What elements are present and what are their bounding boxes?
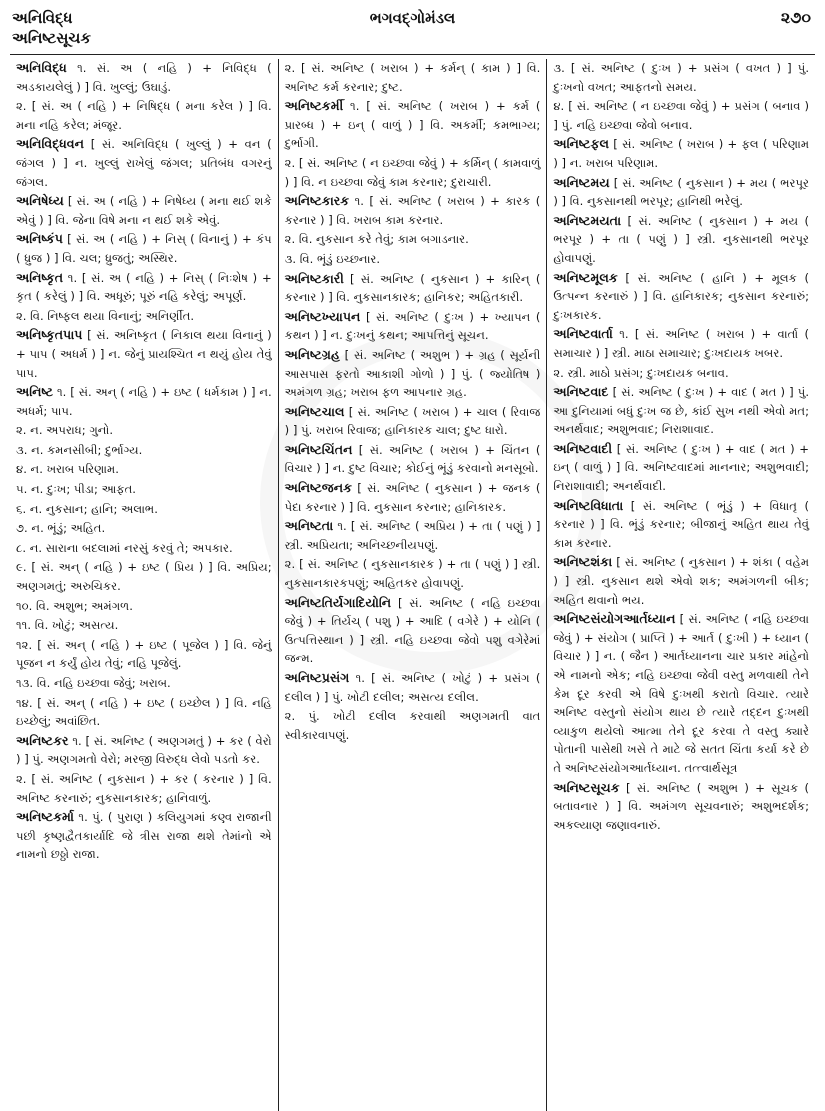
- entry-definition: ૧. [ સં. અનિષ્ટ ( ખરાબ ) + વાર્તા ( સમાચાર ) ] સ્ત્રી. માઠા સમાચાર; દુઃખદાયક ખબર.: [553, 327, 810, 360]
- entry-definition: ૧. [ સં. અન્ ( નહિ ) + ઇષ્ટ ( ધર્મકામ ) ] ન. અધર્મ; પાપ.: [16, 385, 272, 418]
- dictionary-entry: [285, 403, 541, 440]
- entry-headword: અનિષ્ટવિધાતા: [553, 497, 624, 513]
- dictionary-entry: [553, 174, 809, 211]
- entry-definition: ૫. ન. દુઃખ; પીડા; આફત.: [16, 482, 136, 497]
- entry-headword: અનિષ્ટકારી: [284, 270, 344, 286]
- entry-definition: [ સં. અનિષ્ટ ( નુકસાન ) + જનક ( પેદા કરનાર ) ] વિ. નુકસાન કરનાર; હાનિકારક.: [284, 481, 541, 514]
- entry-definition: [ સં. અનિષ્ટ ( દુઃખ ) + વાદ ( મત ) + ઇન્ ( વાળું ) ] વિ. અનિષ્ટવાદમાં માનનાર; અશુભવાદી; નિરાશાવાદી; અનર્થવાદી.: [553, 441, 810, 494]
- entry-definition: [ સં. અનિવિદ્ધ ( ખુલ્લું ) + વન ( જંગલ ) ] ન. ખુલ્લું રાખેલું જંગલ; પ્રતિબંધ વગરનું જંગલ.: [16, 137, 272, 189]
- entry-definition: [ સં. અ ( નહિ ) + નિષેધ્ય ( મના થઈ શકે એવું ) ] વિ. જેના વિષે મના ન થઈ શકે એવું.: [16, 194, 272, 227]
- entry-definition: ૪. ન. ખરાબ પરિણામ.: [16, 462, 119, 477]
- entry-headword: અનિષ્ટતા: [284, 518, 334, 534]
- dictionary-entry: [553, 440, 809, 496]
- dictionary-entry: [285, 517, 541, 554]
- entry-definition: ૨. પું. ખોટી દલીલ કરવાથી અણગમતી વાત સ્વીકારવાપણું.: [284, 709, 541, 742]
- entry-definition: ૭. ન. ભૂંડું; અહિત.: [16, 521, 106, 536]
- entry-headword: અનિષ્ટજનક: [284, 480, 352, 496]
- entry-headword: અનિષ્ટપ્રસંગ: [284, 670, 350, 685]
- column-right: [546, 59, 815, 1111]
- entry-definition: ૧. [ સં. અ ( નહિ ) + નિસ્ ( નિઃશેષ ) + કૃત ( કરેલું ) ] વિ. અધૂરું; પૂરું નહિ કરેલું; અપૂર્ણ.: [16, 270, 272, 304]
- entry-definition: [ સં. અનિષ્ટ ( નહિ ઇચ્છવા જેવું ) + સંયોગ ( પ્રાપ્તિ ) + આર્ત ( દુઃખી ) + ધ્યાન ( વિચાર ) ] ન. ( જૈન ) આર્તધ્યાનના ચાર પ્રકાર માંહેનો એ નામનો એક; નહિ ઇચ્છવા જેવી વસ્તુ મળવાથી તેને કેમ દૂર કરવી એ વિષે દુઃખથી કરાતો વિચાર. ત્યારે અનિષ્ટ વસ્તુનો સંયોગ થાય છે ત્યારે તદ્દન દુઃખથી વ્યાકુળ થયેલો આત્મા તેને દૂર કરવા તે વસ્તુ ક્યારે પોતાની પાસેથી ખસે તે માટે જે સતત ચિંતા કર્યા કરે છે તે અનિષ્ટસંયોગઆર્તધ્યાન. તત્ત્વાર્થસૂત્ર: [553, 612, 810, 775]
- entry-definition: ૧. [ સં. અનિષ્ટ ( ખરાબ ) + કારક ( કરનાર ) ] વિ. ખરાબ કામ કરનાર.: [284, 194, 541, 227]
- entry-definition: ૧૦. વિ. અશુભ; અમંગળ.: [16, 598, 133, 613]
- dictionary-entry: [16, 441, 272, 460]
- entry-headword: અનિષ્ટકર: [16, 732, 69, 748]
- dictionary-entry: [16, 732, 272, 769]
- entry-definition: [ સં. અનિષ્ટ ( ખરાબ ) + ચિંતન ( વિચાર ) ] ન. દુષ્ટ વિચાર; કોઈનું ભૂંડું કરવાનો મનસૂબો.: [284, 442, 541, 476]
- entry-definition: ૨. [ સં. અનિષ્ટ ( નુકસાનકારક ) + તા ( પણું ) ] સ્ત્રી. નુકસાનકારકપણું; અહિતકર હોવાપણું.: [284, 557, 541, 591]
- dictionary-entry: [16, 421, 272, 440]
- entry-definition: ૧. [ સં. અનિષ્ટ ( ખોટું ) + પ્રસંગ ( દલીલ ) ] પું. ખોટી દલીલ; અસત્ય દલીલ.: [284, 671, 541, 704]
- entry-headword: અનિષ્ટમય: [553, 174, 610, 190]
- page-title: ભગવદ્ગોમંડલ: [369, 9, 456, 27]
- dictionary-entry: [16, 135, 272, 191]
- dictionary-entry: [553, 364, 809, 383]
- page-number: ૨૭૦: [780, 8, 811, 27]
- dictionary-entry: [553, 383, 809, 439]
- entry-headword: અનિષ્ટખ્યાપન: [284, 308, 361, 324]
- entry-definition: ૩. વિ. ભૂંડું ઇચ્છનાર.: [284, 251, 381, 266]
- dictionary-columns: [10, 59, 815, 1111]
- dictionary-entry: [285, 230, 541, 249]
- entry-definition: [ સં. અનિષ્ટ ( નુકસાન ) + શંકા ( વહેમ ) ] સ્ત્રી. નુકસાન થશે એવો શક; અમંગળની બીક; અહિત થવાનો ભય.: [553, 555, 810, 607]
- entry-headword: અનિષ્ટતિર્યગાદિયોનિ: [284, 594, 392, 610]
- entry-definition: [ સં. અનિષ્ટ ( ભૂંડું ) + વિધાતૃ ( કરનાર ) ] વિ. ભૂંડું કરનાર; બીજાનું અહિત થાય તેવું કામ કરનાર.: [553, 498, 810, 550]
- dictionary-entry: [16, 636, 272, 673]
- dictionary-entry: [553, 269, 809, 325]
- entry-definition: ૨. ન. અપરાધ; ગુનો.: [16, 423, 114, 438]
- entry-headword: અનિષ્ટસંયોગઆર્તધ્યાન: [553, 611, 676, 627]
- entry-definition: ૧. [ સં. અનિષ્ટ ( અણગમતું ) + કર ( વેરો ) ] પું. અણગમતો વેરો; મરજી વિરુદ્ધ લેવો પડતો કર.: [16, 733, 272, 767]
- dictionary-entry: [16, 230, 272, 267]
- dictionary-entry: [553, 553, 809, 609]
- dictionary-entry: [285, 346, 541, 402]
- entry-definition: ૨. [ સં. અનિષ્ટ ( ન ઇચ્છવા જેવું ) + કર્મિન્ ( કામવાળું ) ] વિ. ન ઇચ્છવા જેવું કામ કરનાર; દુરાચારી.: [284, 155, 541, 189]
- entry-definition: [ સં. અનિષ્ટ ( ખરાબ ) + ફલ ( પરિણામ ) ] ન. ખરાબ પરિણામ.: [553, 137, 810, 170]
- entry-headword: અનિષ્ટ: [16, 384, 54, 400]
- entry-definition: ૧૨. [ સં. અન્ ( નહિ ) + ઇષ્ટ ( પૂજેલ ) ] વિ. જેનું પૂજન ન કર્યું હોય તેવું; નહિ પૂજેલું.: [16, 637, 272, 671]
- dictionary-entry: [16, 616, 272, 635]
- column-middle: [278, 59, 547, 1111]
- guide-last-word: અનિષ્ટસૂચક: [12, 29, 91, 47]
- entry-headword: અનિષ્ટચાલ: [284, 403, 345, 419]
- entry-definition: [ સં. અનિષ્ટ ( ખરાબ ) + ચાલ ( રિવાજ ) ] પું. ખરાબ રિવાજ; હાનિકારક ચાલ; દુષ્ટ ધારો.: [284, 404, 541, 438]
- dictionary-entry: [16, 97, 272, 134]
- dictionary-entry: [285, 154, 541, 191]
- entry-definition: ૧૩. વિ. નહિ ઇચ્છવા જેવું; ખરાબ.: [16, 676, 171, 690]
- entry-definition: ૨. [ સં. અનિષ્ટ ( ખરાબ ) + કર્મન્ ( કામ ) ] વિ. અનિષ્ટ કર્મ કરનાર; દુષ્ટ.: [284, 61, 541, 94]
- entry-definition: ૨. સ્ત્રી. માઠો પ્રસંગ; દુઃખદાયક બનાવ.: [553, 365, 729, 380]
- entry-headword: અનિષ્ટમૂલક: [553, 269, 618, 285]
- dictionary-entry: [16, 500, 272, 519]
- entry-headword: અનિષ્કૃત: [16, 269, 64, 285]
- entry-definition: ૧. પું. ( પુરાણ ) કલિયુગમાં કણ્વ રાજાની પછી કૃષ્ણદ્વૈતકાર્યાદિ જે ત્રીસ રાજા થશે તેમાંનો એ નામનો છઠ્ઠો રાજા.: [16, 810, 272, 862]
- dictionary-entry: [16, 770, 272, 807]
- dictionary-entry: [285, 250, 541, 269]
- dictionary-entry: [16, 808, 272, 864]
- entry-definition: ૮. ન. સારાના બદલામાં નરસું કરવું તે; અપકાર.: [16, 540, 233, 555]
- dictionary-entry: [285, 669, 541, 706]
- dictionary-entry: [16, 269, 272, 306]
- dictionary-entry: [285, 479, 541, 516]
- entry-headword: અનિષ્ટકર્મા: [16, 809, 74, 825]
- entry-headword: અનિવિદ્ધવન: [16, 136, 85, 152]
- dictionary-entry: [285, 441, 541, 478]
- dictionary-entry: [16, 307, 272, 326]
- entry-headword: અનિષેધ્ય: [16, 193, 64, 209]
- entry-definition: ૨. [ સં. અનિષ્ટ ( નુકસાન ) + કર ( કરનાર ) ] વિ. અનિષ્ટ કરનારું; નુકસાનકારક; હાનિવાળું.: [16, 771, 272, 805]
- guide-first-word: અનિવિદ્ધ: [12, 9, 73, 27]
- entry-definition: ૩. ન. કમનસીબી; દુર્ભાગ્ય.: [16, 442, 143, 457]
- dictionary-entry: [16, 480, 272, 499]
- entry-definition: ૧. સં. અ ( નહિ ) + નિવિદ્ધ ( અડકાયલેલું ) ] વિ. ખુલ્લું; ઉઘાડું.: [16, 61, 272, 94]
- dictionary-entry: [285, 555, 541, 592]
- page-header: [10, 8, 815, 55]
- dictionary-entry: [16, 326, 272, 382]
- entry-headword: અનિષ્ટકારક: [284, 193, 350, 209]
- column-left: [10, 59, 278, 1111]
- dictionary-entry: [16, 192, 272, 229]
- dictionary-entry: [16, 460, 272, 479]
- dictionary-entry: [16, 59, 272, 96]
- entry-headword: અનિષ્ટકર્મી: [284, 98, 344, 114]
- dictionary-entry: [16, 519, 272, 538]
- dictionary-entry: [16, 539, 272, 558]
- entry-headword: અનિષ્ટગ્રહ: [284, 346, 340, 362]
- dictionary-entry: [553, 97, 809, 134]
- entry-definition: ૧. [ સં. અનિષ્ટ ( ખરાબ ) + કર્મ ( પ્રારબ્ધ ) + ઇન્ ( વાળું ) ] વિ. અકર્મી; કમભાગ્ય; દુર્ભાગી.: [284, 99, 541, 151]
- dictionary-entry: [553, 497, 809, 553]
- dictionary-entry: [16, 558, 272, 595]
- entry-definition: [ સં. અનિષ્ટ ( હાનિ ) + મૂલક ( ઉત્પન્ન કરનારું ) ] વિ. હાનિકારક; નુકસાન કરનારું; દુઃખકારક.: [553, 270, 810, 322]
- entry-headword: અનિષ્ટશંકા: [553, 554, 613, 570]
- entry-headword: અનિષ્ટસૂચક: [553, 779, 620, 795]
- entry-definition: [ સં. અનિષ્ટ ( અશુભ ) + સૂચક ( બતાવનાર ) ] વિ. અમંગળ સૂચવનારું; અશુભદર્શક; અકલ્યાણ જણાવનારું.: [553, 780, 810, 832]
- dictionary-entry: [285, 594, 541, 668]
- dictionary-entry: [553, 779, 809, 835]
- entry-definition: ૧૪. [ સં. અન્ ( નહિ ) + ઇષ્ટ ( ઇચ્છેલ ) ] વિ. નહિ ઇચ્છેલું; અવાંછિત.: [16, 695, 272, 729]
- dictionary-entry: [16, 597, 272, 616]
- dictionary-entry: [16, 383, 272, 420]
- entry-definition: [ સં. અનિષ્ટ ( નહિ ઇચ્છવા જેવું ) + તિર્યચ્ ( પશુ ) + આદિ ( વગેરે ) + યોનિ ( ઉત્પત્તિસ્થાન ) ] સ્ત્રી. નહિ ઇચ્છવા જેવો પશુ વગેરેમાં જન્મ.: [284, 595, 541, 666]
- dictionary-entry: [16, 694, 272, 731]
- dictionary-entry: [16, 674, 272, 693]
- entry-definition: [ સં. અનિષ્ટ ( નુકસાન ) + મય ( ભરપૂર ) ] વિ. નુકસાનથી ભરપૂર; હાનિથી ભરેલું.: [553, 175, 810, 209]
- entry-headword: અનિષ્ટવાદી: [553, 440, 613, 456]
- dictionary-entry: [285, 192, 541, 229]
- entry-definition: ૧૧. વિ. ખોટું; અસત્ય.: [16, 618, 119, 633]
- dictionary-entry: [553, 610, 809, 777]
- entry-definition: ૪. [ સં. અનિષ્ટ ( ન ઇચ્છવા જેવું ) + પ્રસંગ ( બનાવ ) ] પું. નહિ ઇચ્છવા જેવો બનાવ.: [553, 99, 810, 132]
- dictionary-entry: [285, 308, 541, 345]
- dictionary-entry: [553, 59, 809, 96]
- entry-definition: ૯. [ સં. અન્ ( નહિ ) + ઇષ્ટ ( પ્રિય ) ] વિ. અપ્રિય; અણગમતું; અરુચિકર.: [16, 560, 272, 594]
- entry-headword: અનિવિદ્ધ: [16, 60, 67, 75]
- dictionary-entry: [285, 707, 541, 744]
- dictionary-entry: [553, 212, 809, 268]
- entry-headword: અનિષ્ટમયતા: [553, 212, 622, 228]
- entry-definition: [ સં. અનિષ્ટ ( નુકસાન ) + કારિન્ ( કરનાર ) ] વિ. નુકસાનકારક; હાનિકર; અહિતકારી.: [284, 271, 541, 305]
- entry-definition: ૨. [ સં. અ ( નહિ ) + નિષિદ્ધ ( મના કરેલ ) ] વિ. મના નહિ કરેલ; મંજૂર.: [16, 99, 272, 132]
- entry-definition: [ સં. અનિષ્કૃત ( નિકાલ થયા વિનાનું ) + પાપ ( અધર્મ ) ] ન. જેનું પ્રાયશ્ચિત ન થયું હોય તેવું પાપ.: [16, 328, 272, 380]
- dictionary-entry: [285, 97, 541, 153]
- entry-definition: [ સં. અનિષ્ટ ( અશુભ ) + ગ્રહ ( સૂર્યની આસપાસ ફરતો આકાશી ગોળો ) ] પું. ( જ્યોતિષ ) અમંગળ ગ્રહ; ખરાબ ફળ આપનાર ગ્રહ.: [284, 347, 541, 400]
- entry-definition: ૧. [ સં. અનિષ્ટ ( અપ્રિય ) + તા ( પણું ) ] સ્ત્રી. અપ્રિયતા; અનિચ્છનીયપણું.: [284, 519, 541, 552]
- entry-definition: ૩. [ સં. અનિષ્ટ ( દુઃખ ) + પ્રસંગ ( વખત ) ] પું. દુઃખનો વખત; આફતનો સમય.: [553, 61, 810, 94]
- entry-headword: અનિષ્ટવાર્તા: [553, 326, 613, 342]
- entry-definition: ૨. વિ. નુકસાન કરે તેવું; કામ બગાડનાર.: [284, 232, 469, 247]
- entry-headword: અનિષ્ટચિંતન: [284, 441, 353, 457]
- dictionary-entry: [553, 135, 809, 172]
- entry-definition: ૬. ન. નુકસાન; હાનિ; અલાભ.: [16, 501, 158, 516]
- entry-definition: [ સં. અનિષ્ટ ( નુકસાન ) + મય ( ભરપૂર ) + તા ( પણું ) ] સ્ત્રી. નુકસાનથી ભરપૂર હોવાપણું.: [553, 213, 810, 265]
- entry-definition: ૨. વિ. નિષ્ફલ થયા વિનાનું; અનિર્ણીત.: [16, 308, 195, 323]
- dictionary-entry: [553, 325, 809, 362]
- entry-definition: [ સં. અનિષ્ટ ( દુઃખ ) + ખ્યાપન ( કથન ) ] ન. દુઃખનું કથન; આપત્તિનું સૂચન.: [284, 309, 541, 343]
- entry-headword: અનિષ્ટવાદ: [553, 384, 609, 400]
- dictionary-entry: [285, 270, 541, 307]
- entry-definition: [ સં. અ ( નહિ ) + નિસ્ ( વિનાનું ) + કંપ ( ધ્રુજ ) ] વિ. ચલ; ધ્રુજતું; અસ્થિર.: [16, 232, 272, 265]
- entry-headword: અનિષ્કૃતપાપ: [16, 327, 83, 343]
- entry-headword: અનિષ્કંપ: [16, 231, 63, 247]
- dictionary-entry: [285, 59, 541, 96]
- entry-definition: [ સં. અનિષ્ટ ( દુઃખ ) + વાદ ( મત ) ] પું. આ દુનિયામાં બધું દુઃખ જ છે, કાંઈ સુખ નથી એવો મત; અનર્થવાદ; અશુભવાદ; નિરાશાવાદ.: [553, 385, 810, 437]
- entry-headword: અનિષ્ટફલ: [553, 136, 609, 152]
